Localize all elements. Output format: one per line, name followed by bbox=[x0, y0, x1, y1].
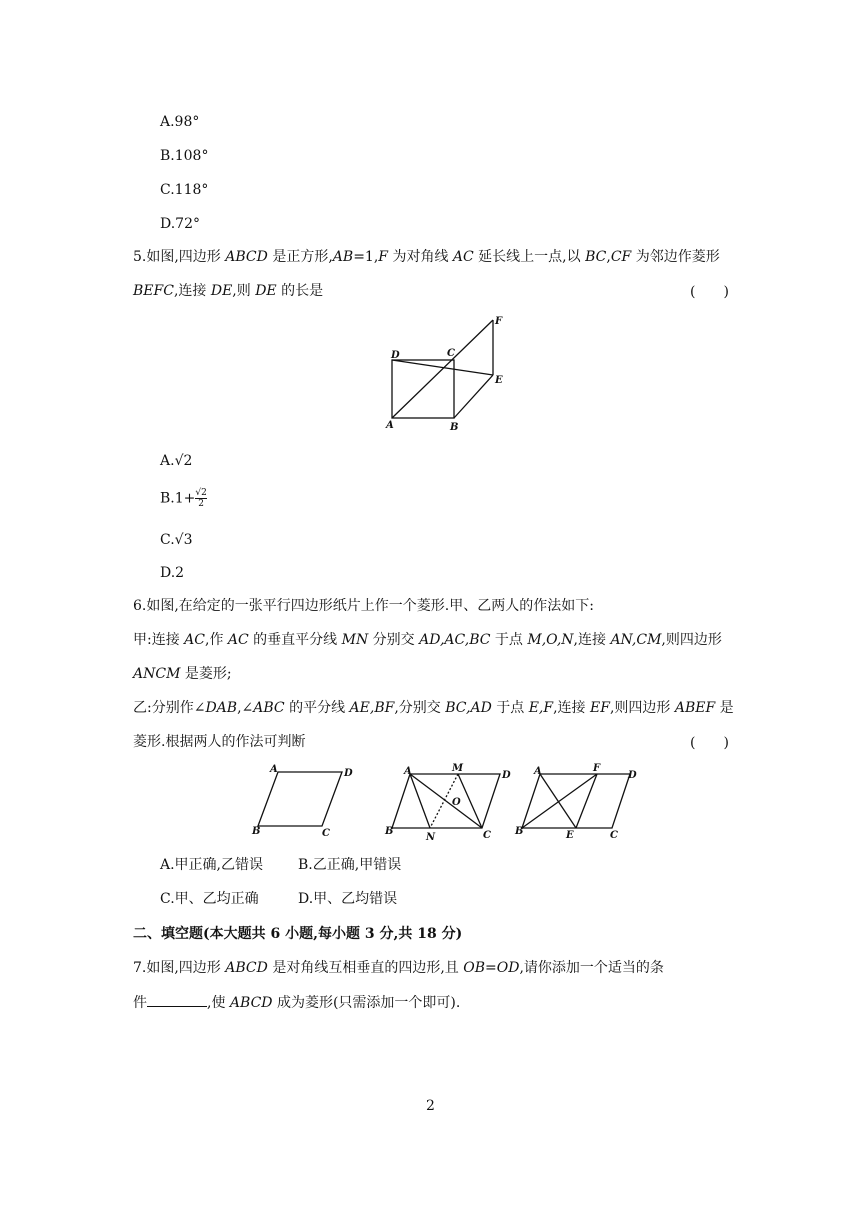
label-d: D bbox=[391, 350, 400, 361]
question-6-line1: 6.如图,在给定的一张平行四边形纸片上作一个菱形.甲、乙两人的作法如下: bbox=[133, 598, 594, 614]
label-n: N bbox=[426, 832, 436, 843]
label-a: A bbox=[534, 766, 542, 777]
question-5-line2: BEFC,连接 DE,则 DE 的长是 bbox=[133, 283, 324, 299]
label-d: D bbox=[502, 770, 511, 781]
label-c: C bbox=[483, 830, 491, 841]
question-5-line1: 5.如图,四边形 ABCD 是正方形,AB=1,F 为对角线 AC 延长线上一点,以 BC,CF 为邻边作菱形 bbox=[133, 249, 720, 265]
label-a: A bbox=[404, 766, 412, 777]
question-7-line1: 7.如图,四边形 ABCD 是对角线互相垂直的四边形,且 OB=OD,请你添加一个适当的条 bbox=[133, 960, 664, 976]
label-d: D bbox=[628, 770, 637, 781]
question-6-line-last: 菱形.根据两人的作法可判断 bbox=[133, 734, 306, 750]
q6-option-d: D.甲、乙均错误 bbox=[298, 891, 398, 907]
option-d: D.72° bbox=[160, 216, 200, 232]
q6-option-a: A.甲正确,乙错误 bbox=[160, 857, 264, 873]
option-b: B.108° bbox=[160, 148, 209, 164]
label-m: M bbox=[452, 763, 464, 774]
answer-paren-q5: ( ) bbox=[690, 284, 729, 300]
label-e: E bbox=[495, 375, 503, 386]
q5-figure bbox=[385, 312, 515, 434]
q6-figure-2 bbox=[382, 762, 512, 844]
label-f: F bbox=[495, 316, 503, 327]
label-a: A bbox=[386, 420, 394, 431]
question-6-jia: 甲:连接 AC,作 AC 的垂直平分线 MN 分别交 AD,AC,BC 于点 M,O,N,连接 AN,CM,则四边形 bbox=[133, 632, 722, 648]
question-7-line2: 件 ,使 ABCD 成为菱形(只需添加一个即可). bbox=[133, 992, 460, 1013]
label-d: D bbox=[344, 768, 353, 779]
q5-option-a: A.√2 bbox=[160, 453, 193, 469]
label-c: C bbox=[610, 830, 618, 841]
label-b: B bbox=[450, 422, 459, 433]
label-b: B bbox=[385, 826, 394, 837]
label-o: O bbox=[452, 797, 461, 808]
q5-option-d: D.2 bbox=[160, 565, 185, 581]
label-c: C bbox=[447, 348, 455, 359]
label-a: A bbox=[270, 764, 278, 775]
answer-blank[interactable] bbox=[147, 992, 207, 1007]
q6-option-c: C.甲、乙均正确 bbox=[160, 891, 259, 907]
label-c: C bbox=[322, 828, 330, 839]
label-b: B bbox=[515, 826, 524, 837]
q5-option-c: C.√3 bbox=[160, 532, 193, 548]
label-b: B bbox=[252, 826, 261, 837]
option-a: A.98° bbox=[160, 114, 200, 130]
label-f: F bbox=[593, 763, 601, 774]
label-e: E bbox=[566, 830, 574, 841]
q6-figure-3 bbox=[512, 762, 642, 844]
answer-paren-q6: ( ) bbox=[690, 735, 729, 751]
page-number: 2 bbox=[426, 1098, 435, 1114]
q6-option-b: B.乙正确,甲错误 bbox=[298, 857, 402, 873]
fraction: $\frac{√2}{2}$ bbox=[195, 488, 207, 509]
question-6-yi: 乙:分别作∠DAB,∠ABC 的平分线 AE,BF,分别交 BC,AD 于点 E,F,连接 EF,则四边形 ABEF 是 bbox=[133, 700, 734, 716]
question-6-jia-line2: ANCM 是菱形; bbox=[133, 666, 232, 682]
q5-option-b: B.1+ $\frac{√2}{2}$ bbox=[160, 488, 207, 509]
q6-figure-1 bbox=[250, 762, 360, 842]
option-c: C.118° bbox=[160, 182, 209, 198]
section-heading: 二、填空题(本大题共 6 小题,每小题 3 分,共 18 分) bbox=[133, 926, 463, 942]
